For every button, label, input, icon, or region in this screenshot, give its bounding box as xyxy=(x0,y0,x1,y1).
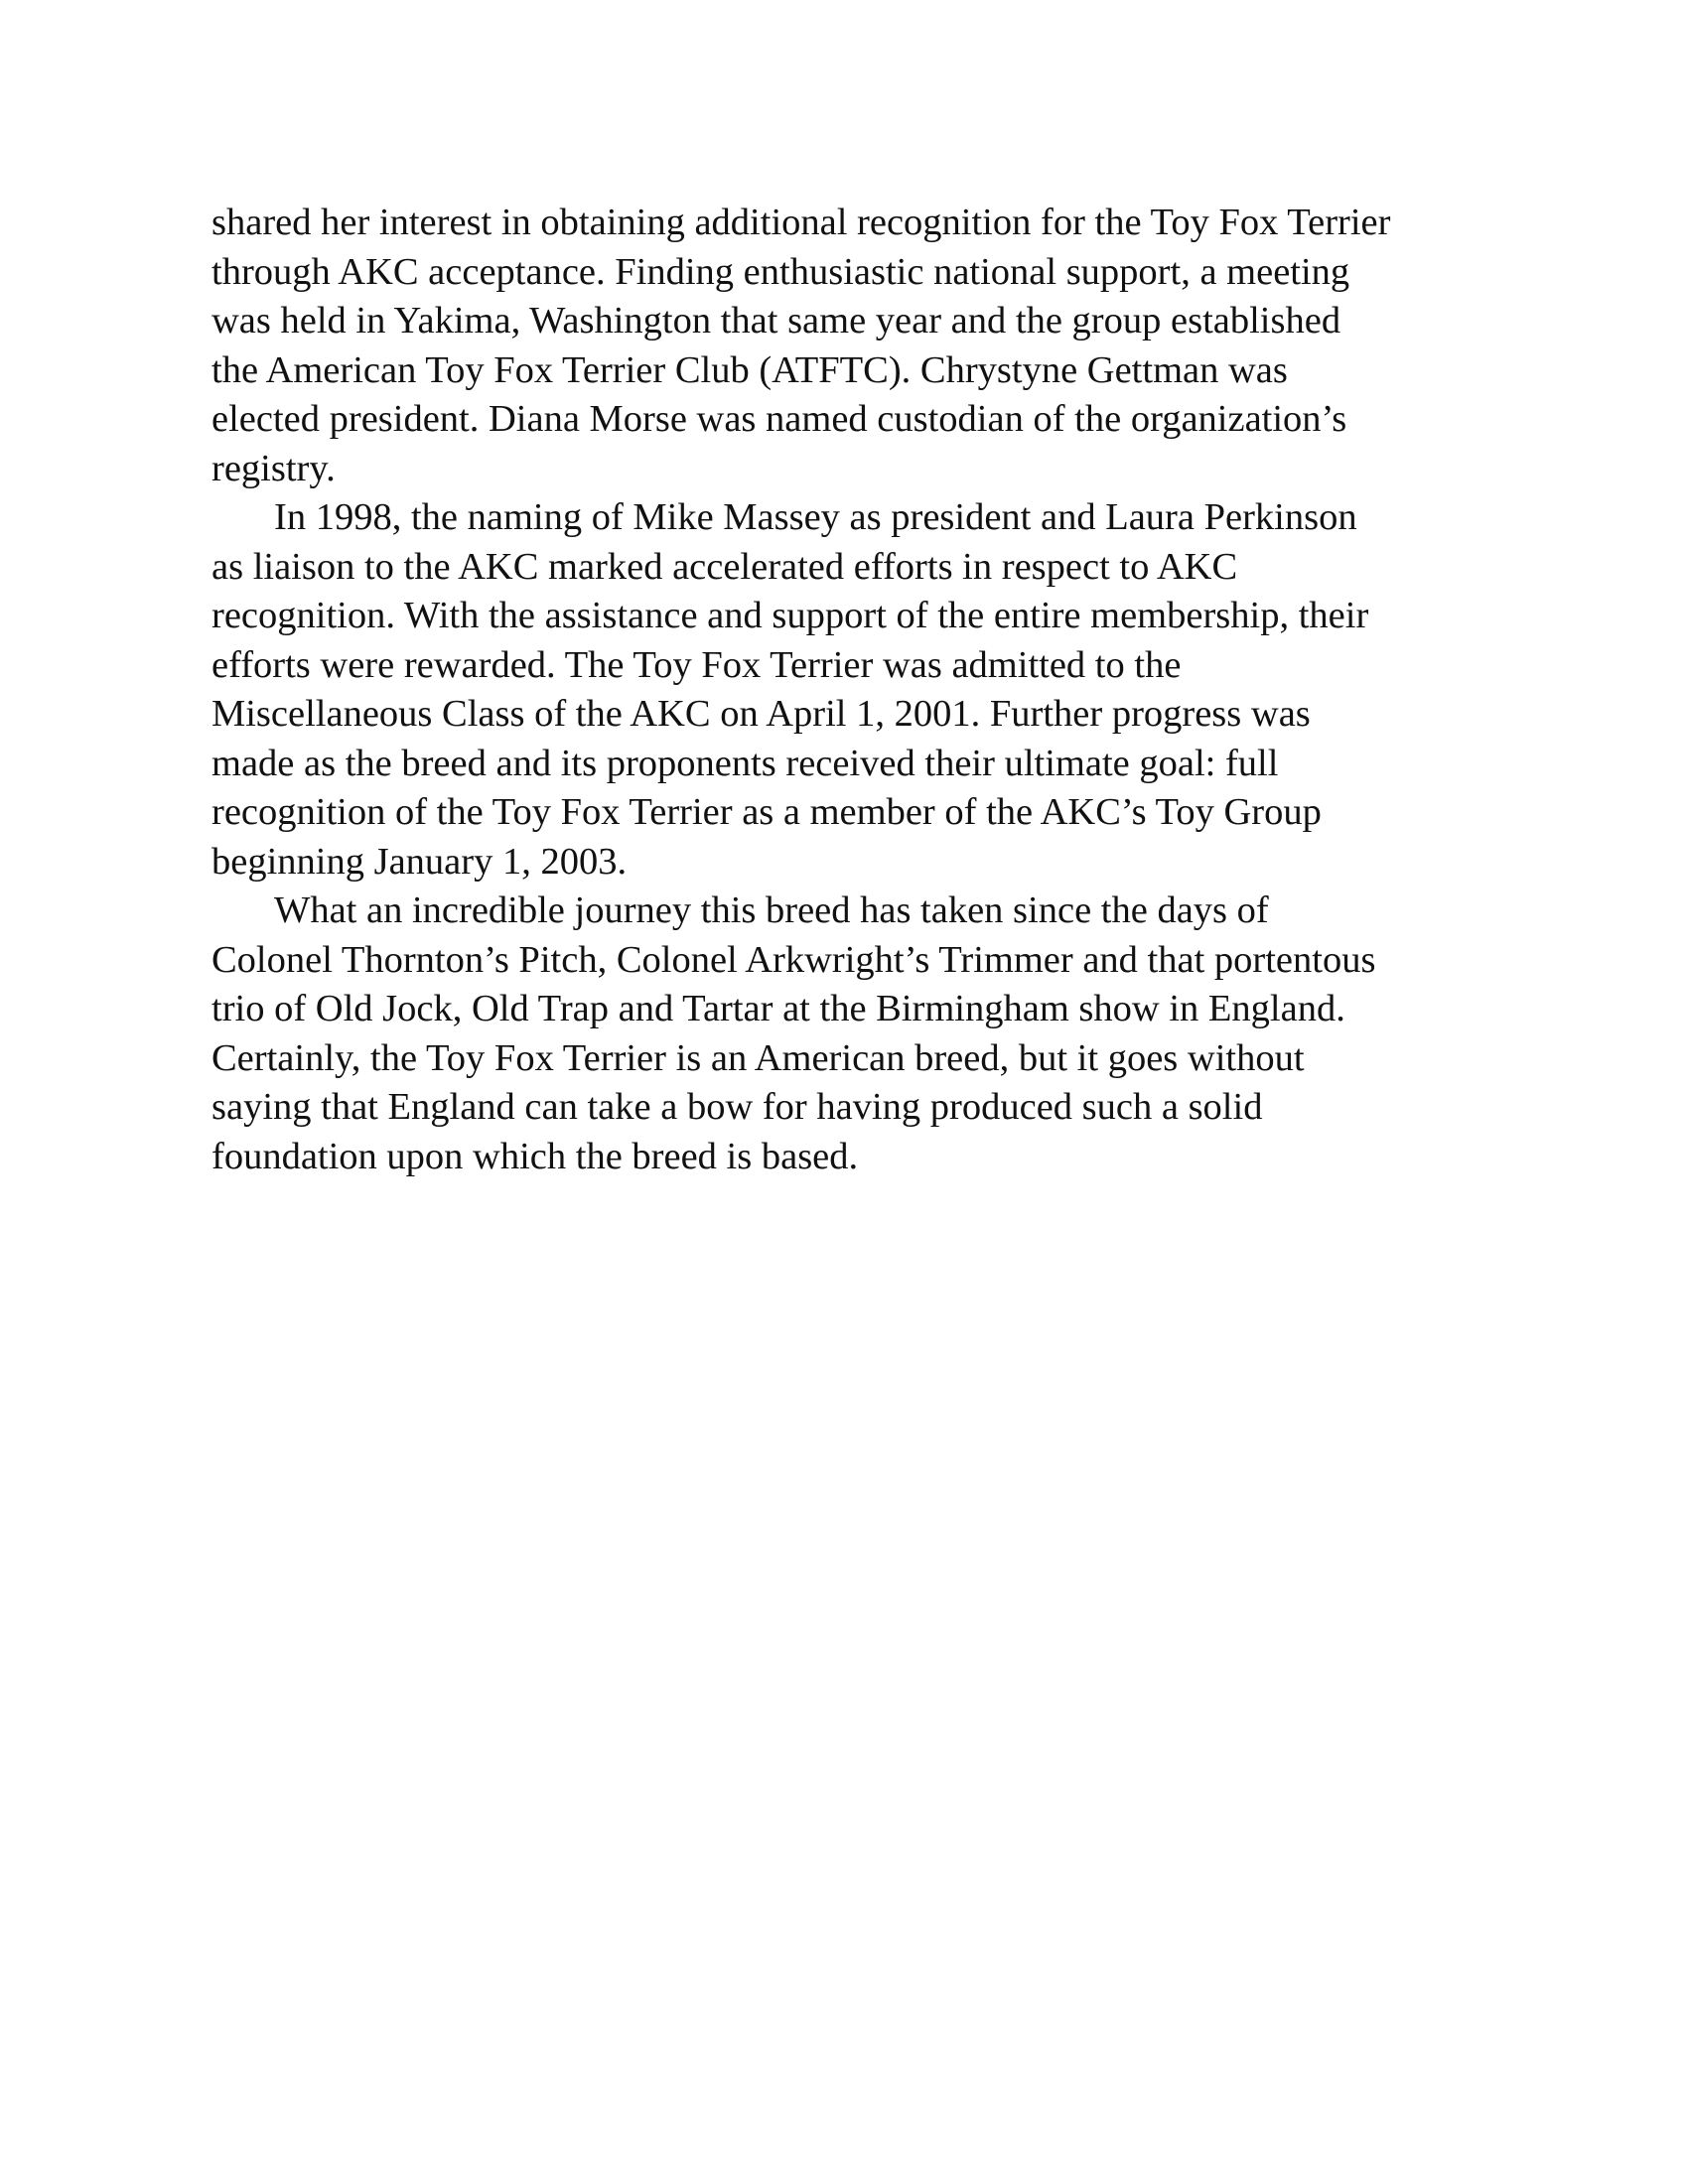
text-line: Miscellaneous Class of the AKC on April 1, 2001. Further progress was xyxy=(211,693,1311,735)
text-line: recognition. With the assistance and support of the entire membership, their xyxy=(211,595,1369,636)
text-line: What an incredible journey this breed has taken since the days of xyxy=(274,889,1269,931)
paragraph-2 xyxy=(211,493,1502,887)
text-line: In 1998, the naming of Mike Massey as president and Laura Perkinson xyxy=(274,496,1357,538)
text-line: recognition of the Toy Fox Terrier as a member of the AKC’s Toy Group xyxy=(211,791,1322,833)
text-line: elected president. Diana Morse was named custodian of the organization’s xyxy=(211,398,1347,440)
paragraph-1 xyxy=(211,199,1502,493)
text-line: registry. xyxy=(211,447,336,489)
text-line: was held in Yakima, Washington that same year and the group established xyxy=(211,300,1341,341)
text-line: as liaison to the AKC marked accelerated efforts in respect to AKC xyxy=(211,545,1238,588)
text-line: the American Toy Fox Terrier Club (ATFTC). Chrystyne Gettman was xyxy=(211,348,1288,391)
text-line: made as the breed and its proponents received their ultimate goal: full xyxy=(211,742,1279,784)
text-line: trio of Old Jock, Old Trap and Tartar at the Birmingham show in England. xyxy=(211,988,1345,1029)
text-line: saying that England can take a bow for having produced such a solid xyxy=(211,1086,1263,1128)
text-line: through AKC acceptance. Finding enthusiastic national support, a meeting xyxy=(211,250,1350,293)
text-line: foundation upon which the breed is based. xyxy=(211,1135,859,1177)
text-line: beginning January 1, 2003. xyxy=(211,840,628,883)
text-line: efforts were rewarded. The Toy Fox Terrier was admitted to the xyxy=(211,643,1182,686)
text-line: Colonel Thornton’s Pitch, Colonel Arkwright’s Trimmer and that portentous xyxy=(211,938,1376,981)
text-line: shared her interest in obtaining additional recognition for the Toy Fox Terrier xyxy=(211,202,1391,243)
paragraph-3 xyxy=(211,887,1502,1181)
body-text xyxy=(211,199,1502,1181)
text-line: Certainly, the Toy Fox Terrier is an American breed, but it goes without xyxy=(211,1036,1305,1079)
